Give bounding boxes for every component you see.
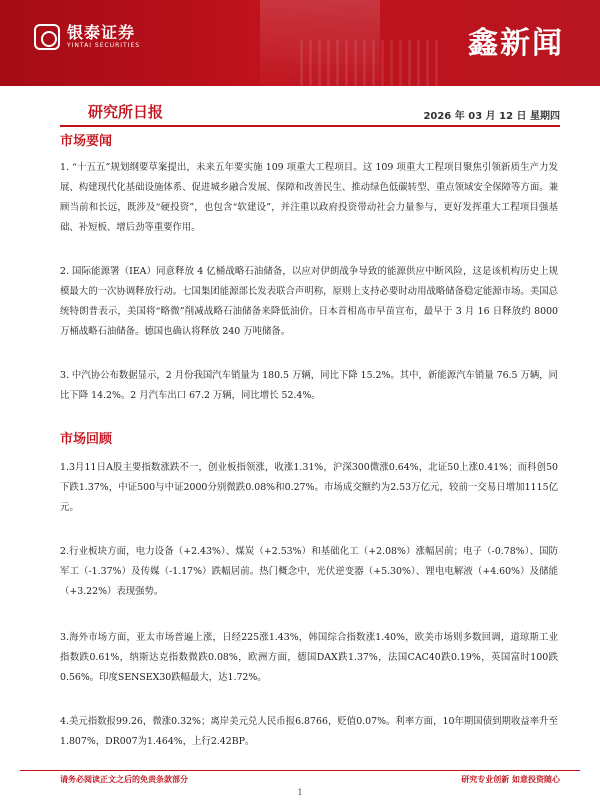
review-item: 4.美元指数报99.26，微涨0.32%；离岸美元兑人民币报6.8766，贬值0.07%。利率方面，10年期国债到期收益率升至1.807%，DR007为1.464%，上行2.42BP。 [60, 716, 558, 747]
brand-title: 鑫新闻 [468, 26, 564, 61]
review-item: 1.3月11日A股主要指数涨跌不一，创业板指领涨，收涨1.31%，沪深300微涨0.64%，北证50上涨0.41%；而科创50下跌1.37%，中证500与中证2000分别微跌0.08%和0.27%。市场成交额约为2.53万亿元，较前一交易日增加1115亿元。 [60, 462, 558, 513]
report-header [88, 100, 560, 122]
news-item: 2. 国际能源署（IEA）同意释放 4 亿桶战略石油储备，以应对伊朗战争导致的能源供应中断风险，这是该机构历史上规模最大的一次协调释放行动。七国集团能源部长发表联合声明称，原则上支持必要时动用战略储备稳定能源市场。美国总统特朗普表示，美国将“略微”削减战略石油储备来降低油价。日本首相高市早苗宣布，最早于 3 月 16 日释放约 8000 万桶战略石油储备。德国也确认将释放 240 万吨储备。 [60, 266, 558, 337]
review-item: 3.海外市场方面，亚太市场普遍上涨，日经225涨1.43%，韩国综合指数涨1.40%，欧美市场则多数回调，道琼斯工业指数跌0.61%，纳斯达克指数微跌0.08%，欧洲方面，德国DAX跌1.37%，法国CAC40跌0.19%，英国富时100跌0.56%。印度SENSEX30跌幅最大，达1.72%。 [60, 632, 558, 683]
banner-decoration [300, 40, 440, 86]
footer-disclaimer: 请务必阅读正文之后的免责条款部分 [60, 775, 188, 784]
header-banner [0, 0, 600, 86]
review-item: 2.行业板块方面，电力设备（+2.43%）、煤炭（+2.53%）和基础化工（+2.08%）涨幅居前；电子（-0.78%）、国防军工（-1.37%）及传媒（-1.17%）跌幅居前。热门概念中，光伏逆变器（+5.30%）、锂电电解液（+4.60%）及储能（+3.22%）表现强势。 [60, 546, 558, 597]
news-item: 1. “十五五”规划纲要草案提出，未来五年要实施 109 项重大工程项目。这 109 项重大工程项目聚焦引领新质生产力发展、构建现代化基础设施体系、促进城乡融合发展、保障和改善民生、推动绿色低碳转型、重点领域安全保障等方面。兼顾当前和长远，既涉及“硬投资”，也包含“软建设”，并注重以政府投资带动社会力量参与，更好发挥重大工程项目强基础、补短板、增后劲等重要作用。 [60, 162, 558, 233]
news-item: 3. 中汽协公布数据显示，2 月份我国汽车销量为 180.5 万辆，同比下降 15.2%。其中，新能源汽车销量 76.5 万辆，同比下降 14.2%。2 月汽车出口 67.2 万辆，同比增长 52.4%。 [60, 370, 558, 401]
page-number: 1 [297, 788, 303, 797]
company-logo [34, 24, 140, 50]
section-title-market-news: 市场要闻 [60, 134, 113, 149]
header-divider [60, 125, 560, 127]
report-title: 研究所日报 [88, 103, 164, 121]
section-title-market-review: 市场回顾 [60, 432, 113, 447]
report-date: 2026 年 03 月 12 日 星期四 [423, 111, 560, 122]
logo-name-cn: 银泰证券 [67, 23, 136, 42]
footer-divider [20, 770, 580, 771]
logo-name-en: YINTAI SECURITIES [67, 42, 141, 49]
footer-slogan: 研究专业创新 如意投资随心 [461, 775, 560, 784]
logo-icon [34, 24, 60, 50]
